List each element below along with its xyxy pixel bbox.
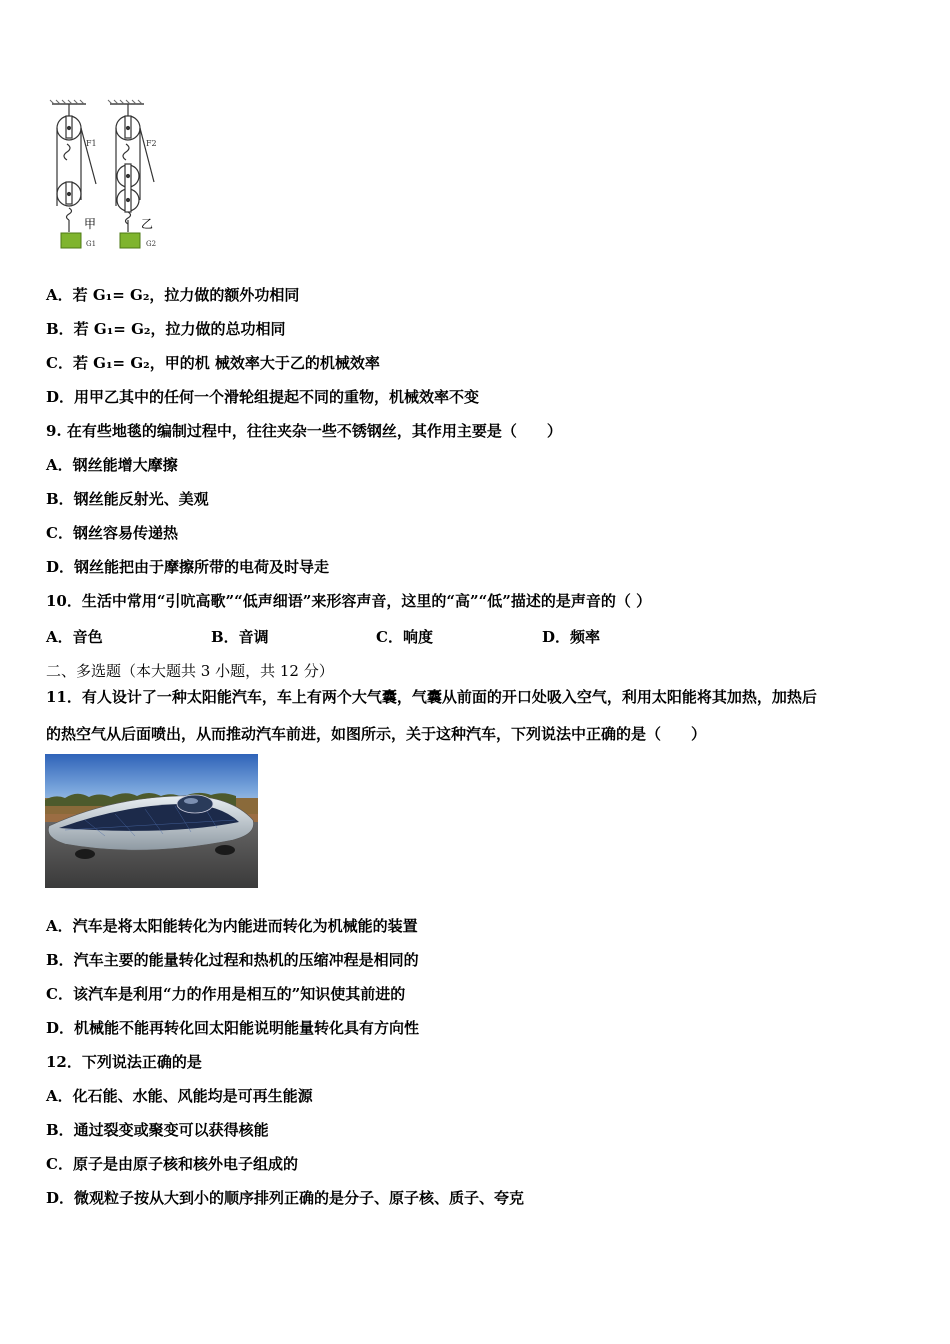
q8-option-a: A．若 G₁= G₂，拉力做的额外功相同 <box>46 286 300 304</box>
q11-option-d: D．机械能不能再转化回太阳能说明能量转化具有方向性 <box>46 1019 420 1037</box>
label-jia: 甲 <box>84 217 97 231</box>
q12-option-d: D．微观粒子按从大到小的顺序排列正确的是分子、原子核、质子、夸克 <box>46 1189 525 1207</box>
left-pulley-system <box>57 104 96 232</box>
q10-option-d: D．频率 <box>542 628 601 646</box>
q10-stem: 10．生活中常用“引吭高歌”“低声细语”来形容声音，这里的“高”“低”描述的是声音的（ ） <box>46 592 652 610</box>
q8-option-c: C．若 G₁= G₂，甲的机 械效率大于乙的机械效率 <box>46 354 380 372</box>
q9-option-b: B．钢丝能反射光、美观 <box>46 490 209 508</box>
q9-option-c: C．钢丝容易传递热 <box>46 524 178 542</box>
solar-car-photo <box>45 754 258 888</box>
q8-option-d: D．用甲乙其中的任何一个滑轮组提起不同的重物，机械效率不变 <box>46 388 480 406</box>
q11-option-b: B．汽车主要的能量转化过程和热机的压缩冲程是相同的 <box>46 951 419 969</box>
q9-option-a: A．钢丝能增大摩擦 <box>46 456 178 474</box>
weight-block-right <box>120 233 140 248</box>
q10-options <box>46 627 746 647</box>
q9-option-d: D．钢丝能把由于摩擦所带的电荷及时导走 <box>46 558 330 576</box>
q9-stem: 9. 在有些地毯的编制过程中，往往夹杂一些不锈钢丝，其作用主要是（ ） <box>46 422 562 440</box>
q10-option-c: C．响度 <box>376 628 433 646</box>
section-2-title: 二、多选题（本大题共 3 小题，共 12 分） <box>46 662 334 680</box>
label-g2: G2 <box>146 240 157 248</box>
q12-option-a: A．化石能、水能、风能均是可再生能源 <box>46 1087 313 1105</box>
weight-block-left <box>61 233 81 248</box>
q12-option-b: B．通过裂变或聚变可以获得核能 <box>46 1121 269 1139</box>
q8-option-b: B．若 G₁= G₂，拉力做的总功相同 <box>46 320 286 338</box>
label-yi: 乙 <box>141 217 154 231</box>
label-f1: F1 <box>86 139 97 148</box>
q11-option-a: A．汽车是将太阳能转化为内能进而转化为机械能的装置 <box>46 917 418 935</box>
label-f2: F2 <box>146 139 157 148</box>
right-pulley-system <box>116 104 154 232</box>
pulley-diagram <box>40 96 170 256</box>
q12-option-c: C．原子是由原子核和核外电子组成的 <box>46 1155 298 1173</box>
q10-option-b: B．音调 <box>211 628 269 646</box>
right-ceiling <box>108 100 144 104</box>
label-g1: G1 <box>86 240 97 248</box>
q11-stem-line2: 的热空气从后面喷出，从而推动汽车前进，如图所示，关于这种汽车，下列说法中正确的是（ ） <box>46 725 707 743</box>
left-ceiling <box>50 100 86 104</box>
q12-stem: 12．下列说法正确的是 <box>46 1053 202 1071</box>
q10-option-a: A．音色 <box>46 628 103 646</box>
q11-stem-line1: 11．有人设计了一种太阳能汽车，车上有两个大气囊，气囊从前面的开口处吸入空气，利用太阳能将其加热，加热后 <box>46 688 817 706</box>
q11-option-c: C．该汽车是利用“力的作用是相互的”知识使其前进的 <box>46 985 406 1003</box>
